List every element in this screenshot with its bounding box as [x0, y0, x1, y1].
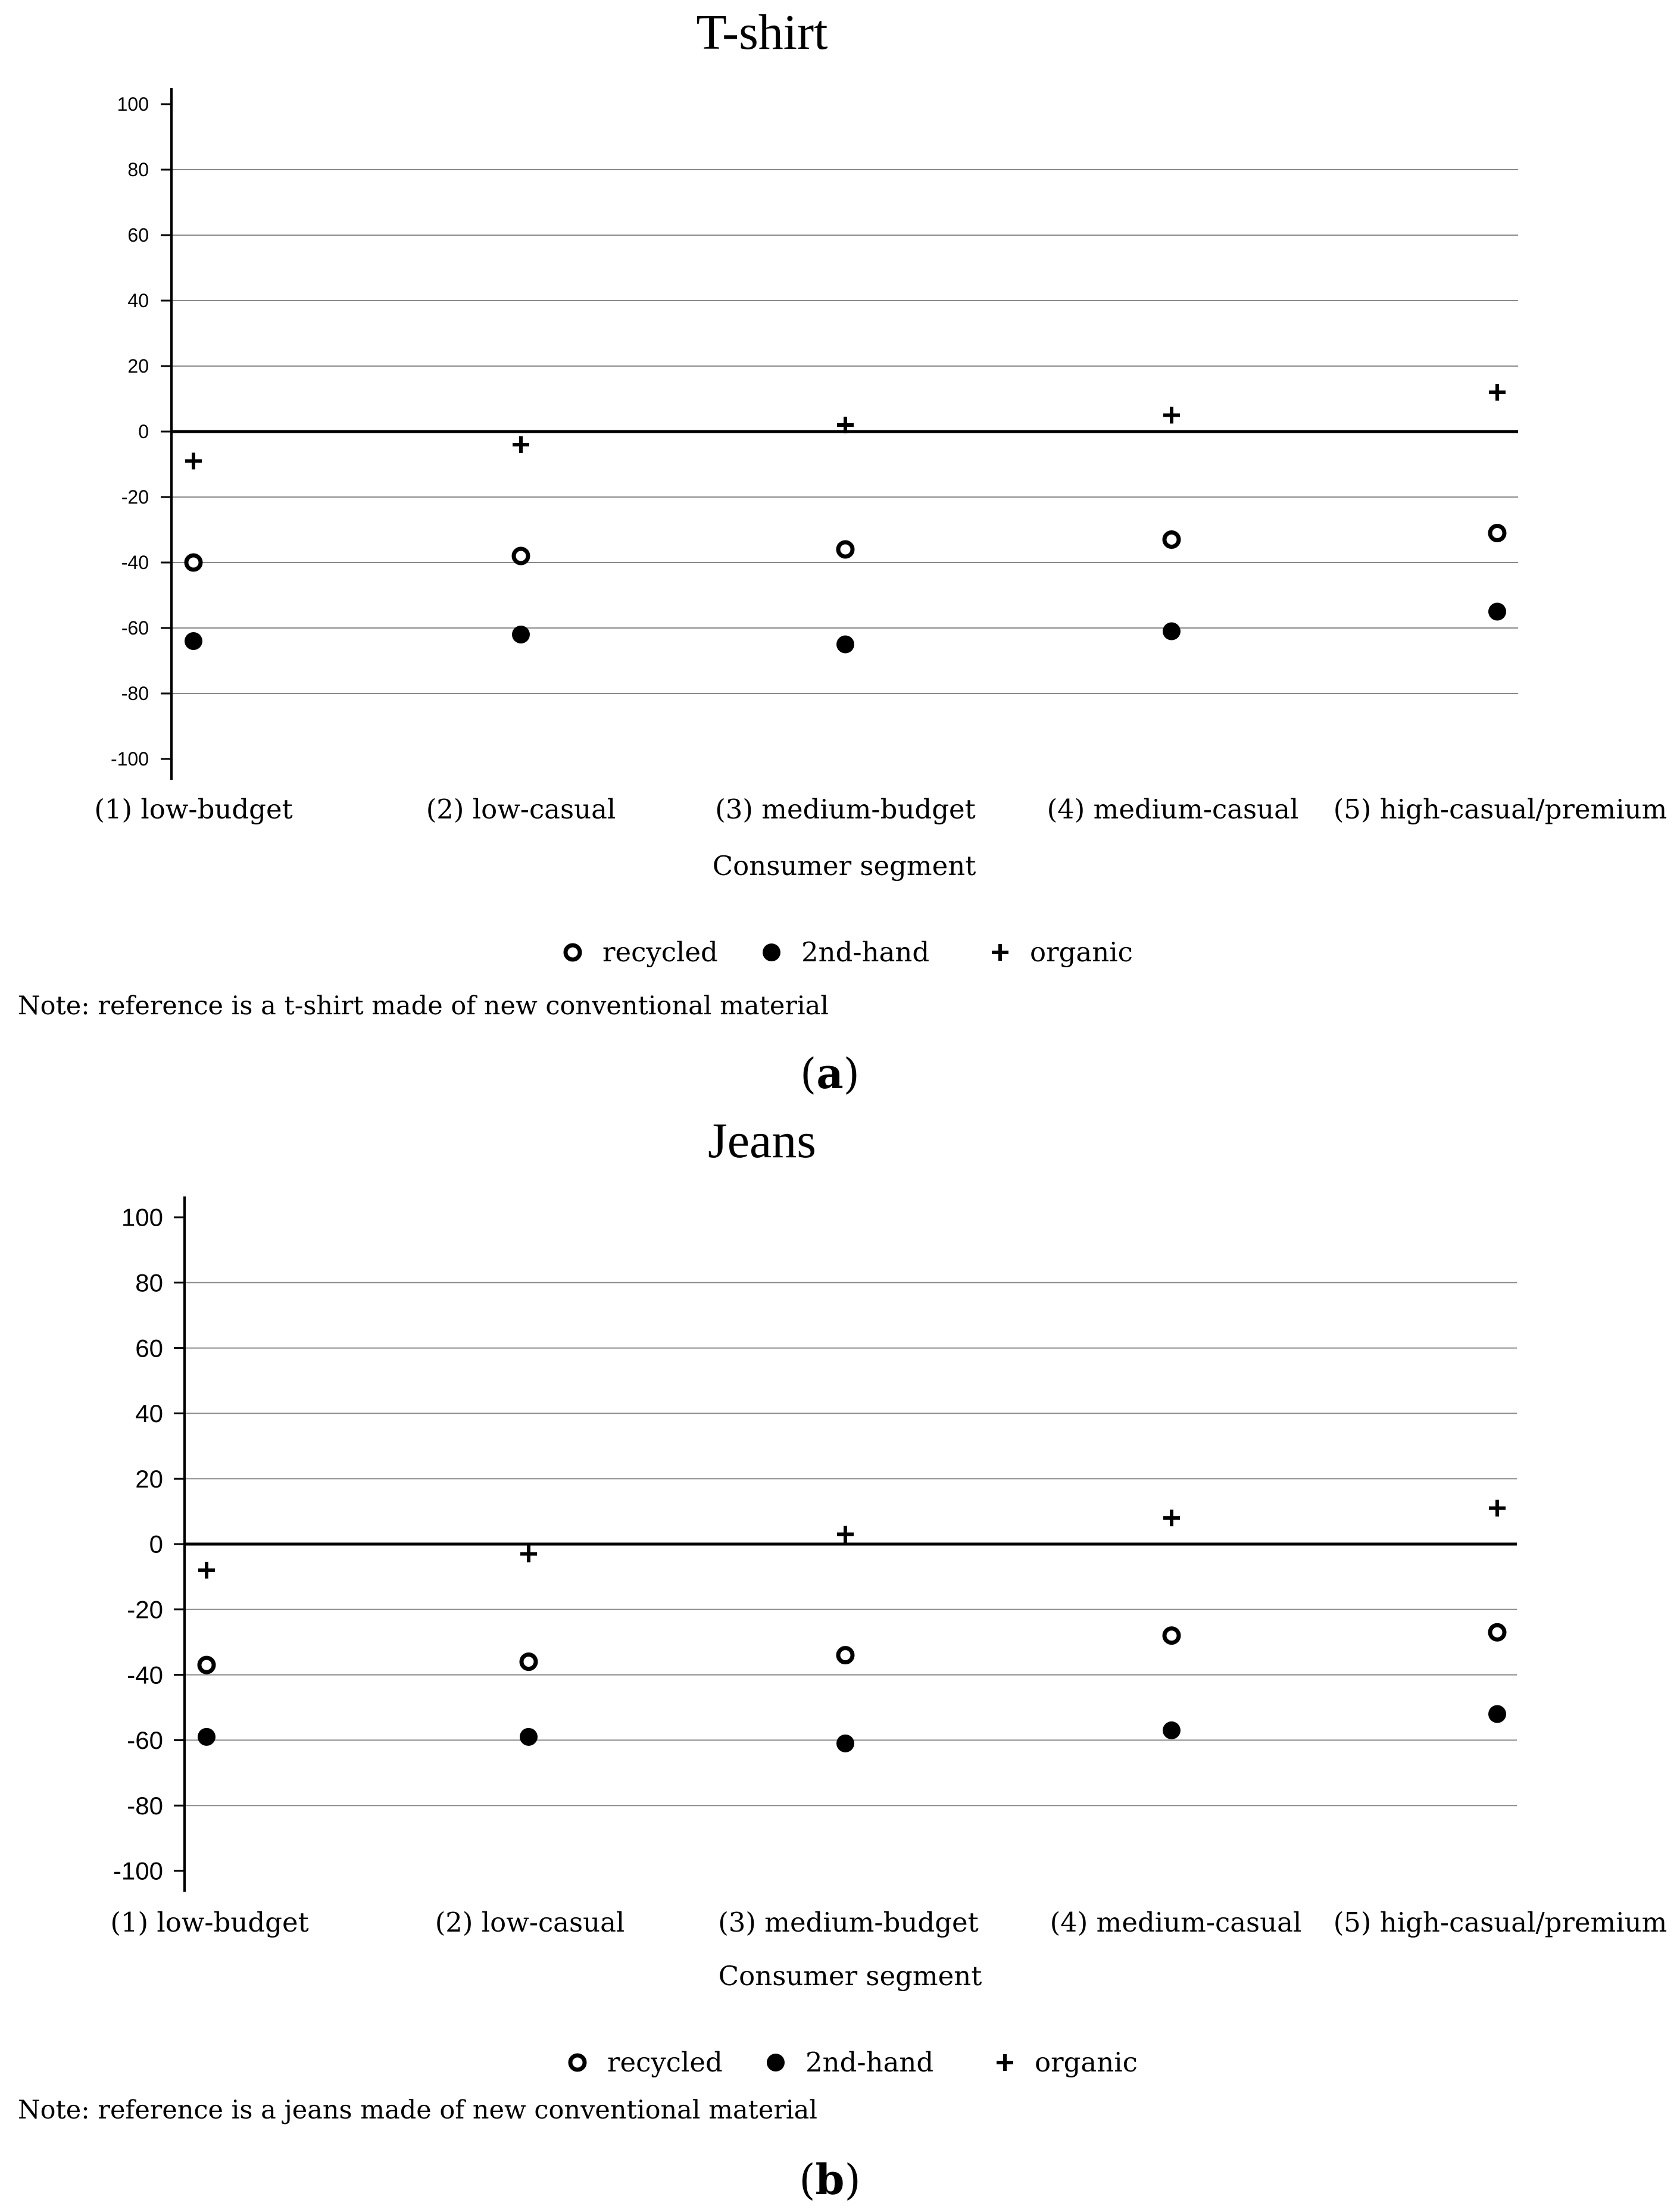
- y-axis: [161, 88, 171, 780]
- y-tick-labels: [111, 93, 149, 770]
- point-2nd-hand: [1488, 1705, 1506, 1723]
- point-organic: [837, 1526, 854, 1543]
- point-organic: [520, 1545, 537, 1562]
- y-tick-label: 100: [121, 1203, 163, 1232]
- x-tick-label: (5) high-casual/premium: [1333, 1907, 1667, 1938]
- gridlines: [185, 1283, 1517, 1805]
- legend-label-organic: organic: [1030, 936, 1133, 968]
- point-organic: [513, 436, 529, 453]
- y-tick-label: 80: [135, 1268, 163, 1297]
- y-tick-label: 60: [127, 224, 149, 246]
- x-tick-labels: [110, 1907, 1667, 1938]
- point-recycled: [838, 1648, 853, 1663]
- y-tick-label: 80: [127, 159, 149, 181]
- legend-marker-organic: [992, 944, 1008, 961]
- legend-label-recycled: recycled: [607, 2046, 723, 2078]
- x-tick-label: (3) medium-budget: [718, 1907, 979, 1938]
- panel-label-a: (a): [800, 1049, 860, 1098]
- y-axis: [174, 1196, 185, 1892]
- y-tick-label: -20: [121, 486, 149, 508]
- y-tick-label: 20: [135, 1464, 163, 1493]
- y-tick-label: 60: [135, 1334, 163, 1363]
- point-organic: [1163, 1510, 1180, 1526]
- point-recycled: [199, 1658, 214, 1672]
- x-tick-label: (1) low-budget: [94, 793, 293, 825]
- legend-label-2nd-hand: 2nd-hand: [801, 936, 930, 968]
- x-tick-label: (1) low-budget: [110, 1907, 309, 1938]
- legend-label-organic: organic: [1035, 2046, 1138, 2078]
- point-recycled: [1164, 1629, 1179, 1643]
- x-tick-label: (4) medium-casual: [1047, 793, 1299, 825]
- y-tick-label: -60: [121, 617, 149, 639]
- y-tick-label: -80: [127, 1791, 163, 1820]
- data-marks: [185, 384, 1506, 654]
- y-tick-label: -60: [127, 1726, 163, 1755]
- panel-label-b: (b): [799, 2155, 861, 2204]
- point-recycled: [1490, 1625, 1504, 1639]
- point-organic: [198, 1562, 215, 1579]
- x-tick-label: (4) medium-casual: [1050, 1907, 1302, 1938]
- legend: [566, 936, 1133, 968]
- y-tick-label: -100: [113, 1857, 163, 1885]
- y-tick-label: -40: [121, 552, 149, 574]
- note-jeans: Note: reference is a jeans made of new conventional material: [18, 2095, 818, 2125]
- y-tick-label: 0: [149, 1530, 163, 1558]
- legend-label-recycled: recycled: [602, 936, 718, 968]
- y-tick-label: 0: [138, 421, 149, 443]
- point-organic: [1489, 384, 1506, 401]
- point-recycled: [514, 549, 528, 563]
- x-tick-label: (3) medium-budget: [715, 793, 976, 825]
- chart-tshirt: [0, 0, 1680, 1024]
- y-tick-label: -40: [127, 1661, 163, 1689]
- point-organic: [1163, 407, 1180, 424]
- y-tick-labels: [113, 1204, 163, 1885]
- point-recycled: [186, 555, 201, 570]
- y-tick-label: 100: [117, 93, 149, 115]
- chart-title: Jeans: [708, 1113, 816, 1168]
- x-tick-label: (2) low-casual: [426, 793, 616, 825]
- point-2nd-hand: [520, 1728, 538, 1746]
- legend-marker-recycled: [566, 945, 580, 960]
- legend-marker-2nd-hand: [767, 2054, 785, 2071]
- y-tick-label: -80: [121, 683, 149, 705]
- point-recycled: [838, 542, 853, 557]
- legend-marker-2nd-hand: [763, 943, 780, 961]
- point-2nd-hand: [1163, 1721, 1181, 1739]
- y-tick-label: -100: [110, 748, 149, 770]
- legend-marker-organic: [997, 2054, 1013, 2071]
- point-2nd-hand: [836, 636, 854, 654]
- y-tick-label: 40: [127, 290, 149, 312]
- x-tick-label: (2) low-casual: [435, 1907, 625, 1938]
- point-organic: [1489, 1500, 1506, 1517]
- x-axis-label: Consumer segment: [712, 850, 976, 882]
- note-tshirt: Note: reference is a t-shirt made of new conventional material: [18, 991, 829, 1021]
- point-recycled: [1490, 526, 1504, 540]
- legend: [570, 2046, 1138, 2078]
- point-2nd-hand: [512, 626, 530, 643]
- point-organic: [185, 453, 202, 470]
- y-tick-label: 40: [135, 1399, 163, 1428]
- legend-label-2nd-hand: 2nd-hand: [805, 2046, 934, 2078]
- legend-marker-recycled: [570, 2055, 585, 2070]
- point-recycled: [1164, 533, 1179, 547]
- point-2nd-hand: [1488, 603, 1506, 621]
- x-axis-label: Consumer segment: [718, 1960, 982, 1992]
- y-tick-label: 20: [127, 355, 149, 377]
- chart-jeans: [0, 1107, 1680, 2131]
- y-tick-label: -20: [127, 1595, 163, 1624]
- data-marks: [198, 1500, 1506, 1752]
- point-recycled: [522, 1655, 536, 1669]
- x-tick-label: (5) high-casual/premium: [1333, 793, 1667, 825]
- point-2nd-hand: [185, 632, 202, 650]
- x-tick-labels: [94, 793, 1667, 825]
- chart-title: T-shirt: [696, 5, 828, 60]
- point-2nd-hand: [836, 1735, 854, 1752]
- point-2nd-hand: [1163, 623, 1181, 640]
- point-2nd-hand: [198, 1728, 216, 1746]
